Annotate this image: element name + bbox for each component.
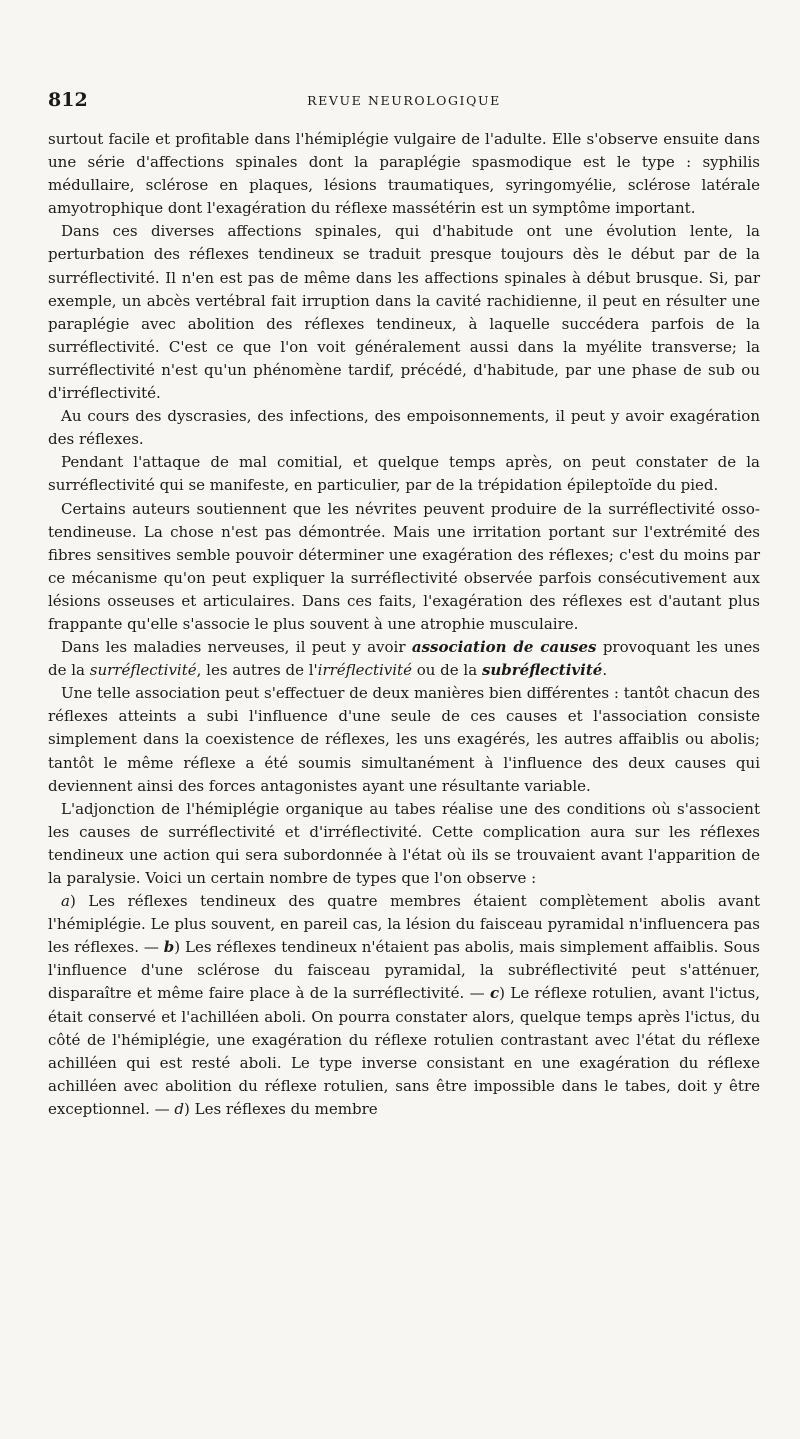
- paragraph-7: Une telle association peut s'effectuer de deux manières bien différentes : tantôt chacun des réflexes atteints a subi l'influence d'une seule de ces causes et l'association consiste simplement dans la coexistence de réflexes, les uns exagérés, les autres affaiblis ou abolis; tantôt le même réflexe a été soumis simultanément à l'influence des deux causes qui deviennent ainsi des forces antagonistes ayant une résultante variable.: [48, 684, 760, 795]
- paragraph-3: Au cours des dyscrasies, des infections, des empoisonnements, il peut y avoir exagération des réflexes.: [48, 407, 760, 449]
- paragraph-1: surtout facile et profitable dans l'hémiplégie vulgaire de l'adulte. Elle s'observe ensuite dans une série d'affections spinales dont la paraplégie spasmodique est le type : syphilis médullaire, sclérose en plaques, lésions traumatiques, syringomyélie, sclérose latérale amyotrophique dont l'exagération du réflexe massétérin est un symptôme important.: [48, 130, 760, 218]
- item-text-d: ) Les réflexes du membre: [183, 1099, 378, 1118]
- item-text-c: ) Le réflexe rotulien, avant l'ictus, était conservé et l'achilléen aboli. On pourra constater alors, quelque temps après l'ictus, du côté de l'hémiplégie, une exagération du réflexe rotulien contrastant avec l'état du réflexe achilléen qui est resté aboli. Le type inverse consistant en une exagération du réflexe achilléen avec abolition du réflexe rotulien, sans être impossible dans le tabes, doit y être exceptionnel. —: [48, 984, 760, 1118]
- paragraph-8: L'adjonction de l'hémiplégie organique au tabes réalise une des conditions où s'associent les causes de surréflectivité et d'irréflectivité. Cette complication aura sur les réflexes tendineux une action qui sera subordonnée à l'état où ils se trouvaient avant l'apparition de la paralysie. Voici un certain nombre de types que l'on observe :: [48, 799, 760, 887]
- term-surreflectivite: surréflectivité: [89, 661, 197, 680]
- paragraph-6: [48, 636, 760, 682]
- paragraph-6-text: ou de la: [411, 661, 482, 680]
- running-head: [48, 89, 760, 113]
- body-text: [48, 128, 760, 1121]
- item-label-b: b: [163, 938, 175, 957]
- page-number: 812: [48, 89, 88, 111]
- item-text-a: ) Les réflexes tendineux des quatre membres étaient complètement abolis avant l'hémiplégie. Le plus souvent, en pareil cas, la lésion du faisceau pyramidal n'influencera pas les réflexes. —: [48, 892, 760, 957]
- term-subreflectivite: subréflectivité: [481, 661, 603, 680]
- item-text-b: ) Les réflexes tendineux n'étaient pas abolis, mais simplement affaiblis. Sous l'influence d'une sclérose du faisceau pyramidal, la subréflectivité peut s'atténuer, disparaître et même faire place à de la surréflectivité. —: [48, 938, 760, 1003]
- paragraph-4: Pendant l'attaque de mal comitial, et quelque temps après, on peut constater de la surréflectivité qui se manifeste, en particulier, par de la trépidation épileptoïde du pied.: [48, 453, 760, 495]
- journal-title: REVUE NEUROLOGIQUE: [307, 93, 501, 108]
- paragraph-6-text: provoquant les unes de la: [48, 638, 761, 680]
- term-irreflectivite: irréflectivité: [317, 661, 412, 680]
- paragraph-6-text: , les autres de l': [196, 661, 318, 680]
- item-label-d: d: [174, 1099, 184, 1118]
- item-label-a: a: [61, 892, 70, 911]
- paragraph-2: Dans ces diverses affections spinales, qui d'habitude ont une évolution lente, la perturbation des réflexes tendineux se traduit presque toujours dès le début par de la surréflectivité. Il n'en est pas de même dans les affections spinales à début brusque. Si, par exemple, un abcès vertébral fait irruption dans la cavité rachidienne, il peut en résulter une paraplégie avec abolition des réflexes tendineux, à laquelle succédera parfois de la surréflectivité. C'est ce que l'on voit généralement aussi dans la myélite transverse; la surréflectivité n'est qu'un phénomène tardif, précédé, d'habitude, par une phase de sub ou d'irréflectivité.: [48, 222, 760, 403]
- paragraph-5: Certains auteurs soutiennent que les névrites peuvent produire de la surréflectivité osso-tendineuse. La chose n'est pas démontrée. Mais une irritation portant sur l'extrémité des fibres sensitives semble pouvoir déterminer une exagération des réflexes; c'est du moins par ce mécanisme qu'on peut expliquer la surréflectivité observée parfois consécutivement aux lésions osseuses et articulaires. Dans ces faits, l'exagération des réflexes est d'autant plus frappante qu'elle s'associe le plus souvent à une atrophie musculaire.: [48, 499, 760, 633]
- paragraph-6-text: .: [602, 661, 608, 680]
- paragraph-6-text: Dans les maladies nerveuses, il peut y avoir: [61, 638, 412, 657]
- paragraph-9: [48, 890, 760, 1121]
- item-label-c: c: [490, 984, 500, 1003]
- term-association-de-causes: association de causes: [411, 638, 597, 657]
